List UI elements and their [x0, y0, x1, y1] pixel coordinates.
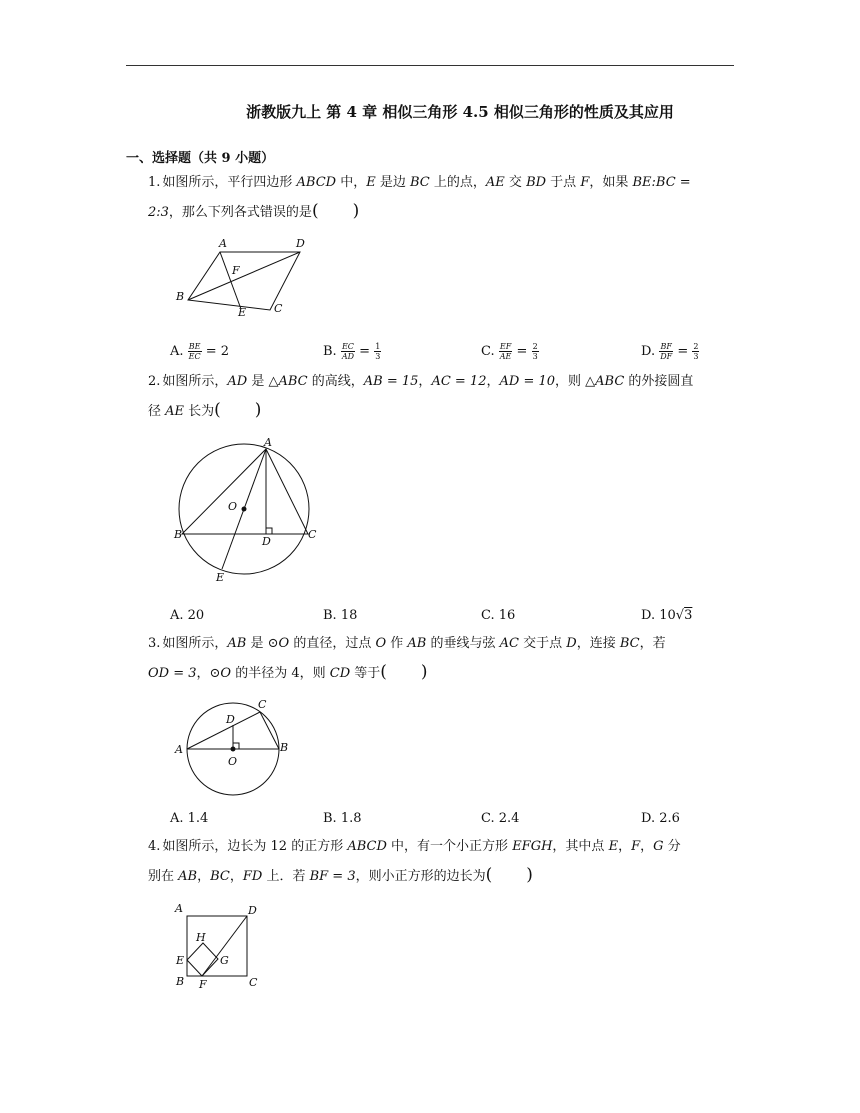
square-efgh — [187, 943, 218, 976]
text: 如图所示， — [162, 636, 228, 651]
parallelogram-shape — [188, 252, 300, 310]
question-number: 4. — [148, 839, 161, 854]
text: 的半径为 4，则 — [231, 666, 330, 681]
question-1 — [148, 169, 734, 227]
option-a[interactable] — [170, 342, 229, 361]
text: 如图所示，边长为 12 的正方形 — [162, 839, 348, 854]
numerator: 1 — [375, 342, 381, 351]
text: 是 △ — [247, 374, 279, 389]
option-c[interactable] — [481, 342, 539, 361]
math: AD — [227, 374, 248, 389]
square-abcd — [187, 916, 247, 976]
math: EFGH — [512, 839, 553, 854]
label-a: A — [175, 743, 183, 756]
text: 如图所示， — [162, 374, 228, 389]
label-c: C — [249, 976, 258, 989]
question-3 — [148, 630, 734, 688]
question-4 — [148, 833, 734, 891]
segment-ae — [220, 252, 241, 309]
question-2-line-1 — [148, 368, 734, 396]
numerator: EF — [499, 342, 512, 351]
figure-semicircle — [170, 695, 295, 805]
text: 中， — [336, 175, 367, 190]
option-label: C. — [481, 344, 495, 359]
question-3-options — [170, 811, 734, 831]
label-f: F — [232, 264, 240, 277]
option-c[interactable]: C. 2.4 — [481, 811, 520, 826]
math: ABC — [595, 374, 625, 389]
math: AD = 10 — [499, 374, 556, 389]
label-a: A — [219, 237, 227, 250]
label-c: C — [274, 302, 283, 315]
math: ABCD — [347, 839, 387, 854]
question-1-line-1 — [148, 169, 734, 197]
center-point — [242, 507, 247, 512]
math: OD = 3 — [148, 666, 197, 681]
math: AE — [165, 404, 185, 419]
text: 如图所示，平行四边形 — [162, 175, 297, 190]
math: BC — [619, 636, 640, 651]
fraction — [341, 342, 355, 361]
question-number: 2. — [148, 374, 161, 389]
header-rule — [126, 65, 734, 66]
text: ， — [229, 869, 243, 884]
text: ， — [640, 839, 654, 854]
text: 径 — [148, 404, 166, 419]
chord-ac — [187, 712, 260, 749]
math: E — [366, 175, 376, 190]
option-label: A. — [170, 344, 184, 359]
option-c[interactable]: C. 16 — [481, 608, 516, 623]
segment-fd — [202, 916, 247, 976]
denominator: AD — [341, 352, 355, 361]
option-b[interactable]: B. 18 — [323, 608, 358, 623]
value: = 2 — [205, 344, 230, 359]
denominator: 3 — [693, 352, 699, 361]
label-d: D — [248, 904, 257, 917]
denominator: DF — [660, 352, 673, 361]
option-label: B. — [323, 344, 337, 359]
figure-squares — [170, 898, 270, 993]
option-b[interactable]: B. 1.8 — [323, 811, 362, 826]
page-title: 浙教版九上 第 4 章 相似三角形 4.5 相似三角形的性质及其应用 — [246, 103, 674, 121]
label-b: B — [176, 975, 185, 988]
label-g: G — [220, 954, 229, 967]
label-a: A — [175, 902, 183, 915]
denominator: AE — [499, 352, 512, 361]
label-h: H — [196, 931, 206, 944]
label-c: C — [308, 528, 317, 541]
math: G — [653, 839, 664, 854]
text: 别在 — [148, 869, 179, 884]
numerator: 2 — [693, 342, 699, 351]
diagonal-bd — [188, 252, 300, 300]
label-b: B — [176, 290, 185, 303]
label-e: E — [216, 571, 225, 584]
math: AB — [178, 869, 198, 884]
denominator: 3 — [375, 352, 381, 361]
question-2 — [148, 368, 734, 426]
question-1-line-2 — [148, 197, 734, 227]
text: ，其中点 — [552, 839, 609, 854]
math: CD — [329, 666, 351, 681]
question-4-line-1 — [148, 833, 734, 861]
question-number: 3. — [148, 636, 161, 651]
radicand: 3 — [684, 608, 693, 623]
right-angle-mark — [266, 528, 272, 534]
math: BC — [410, 175, 430, 190]
math: O — [220, 666, 232, 681]
option-d[interactable] — [641, 342, 699, 361]
label-b: B — [174, 528, 183, 541]
text: 分 — [663, 839, 681, 854]
numerator: EC — [341, 342, 354, 351]
fraction — [374, 342, 381, 361]
center-point — [231, 747, 236, 752]
text: 长为 — [184, 404, 215, 419]
fraction — [692, 342, 699, 361]
section-heading: 一、选择题（共 9 小题） — [126, 151, 275, 166]
question-3-line-2 — [148, 658, 734, 688]
text: ， — [197, 869, 211, 884]
text: 的外接圆直 — [624, 374, 694, 389]
text: ， — [486, 374, 500, 389]
text: ，则小正方形的边长为 — [355, 869, 486, 884]
label-e: E — [238, 306, 247, 319]
text: 的高线， — [307, 374, 364, 389]
math: E — [608, 839, 619, 854]
text: 上的点， — [429, 175, 486, 190]
text: ，那么下列各式错误的是 — [168, 205, 312, 220]
text: 作 — [386, 636, 408, 651]
math: AC — [499, 636, 519, 651]
question-number: 1. — [148, 175, 161, 190]
math: O — [278, 636, 290, 651]
text: 交于点 — [518, 636, 567, 651]
math: AC = 12 — [431, 374, 487, 389]
option-a[interactable]: A. 1.4 — [170, 811, 209, 826]
denominator: EC — [188, 352, 201, 361]
equals: = — [359, 344, 371, 359]
question-3-line-1 — [148, 630, 734, 658]
text: ，连接 — [576, 636, 620, 651]
figure-parallelogram — [170, 232, 310, 322]
text: 交 — [504, 175, 527, 190]
text: 的垂线与弦 — [426, 636, 500, 651]
math: BC — [210, 869, 230, 884]
option-d[interactable] — [641, 608, 692, 623]
text: 的直径，过点 — [289, 636, 376, 651]
math: AB — [407, 636, 427, 651]
math: BD — [526, 175, 547, 190]
label-e: E — [176, 954, 185, 967]
question-1-options — [170, 342, 734, 366]
text: 中，有一个小正方形 — [386, 839, 513, 854]
equals: = — [516, 344, 528, 359]
label-d: D — [262, 535, 271, 548]
math: BF = 3 — [309, 869, 356, 884]
figure-circumcircle — [170, 435, 330, 585]
text: 是边 — [375, 175, 411, 190]
text: 是 ⊙ — [246, 636, 279, 651]
math: FD — [242, 869, 263, 884]
question-2-options — [170, 608, 734, 628]
math: ABCD — [296, 175, 337, 190]
math: F — [580, 175, 590, 190]
equals: = — [677, 344, 689, 359]
fraction — [188, 342, 202, 361]
answer-blank[interactable]: ( ) — [311, 201, 360, 221]
text: 等于 — [350, 666, 381, 681]
question-2-line-2 — [148, 396, 734, 426]
text: ，若 — [639, 636, 666, 651]
label-o: O — [228, 500, 238, 513]
fraction — [659, 342, 673, 361]
text: ， — [418, 374, 432, 389]
label-a: A — [264, 436, 272, 449]
text: ，如果 — [589, 175, 633, 190]
label-b: B — [280, 741, 289, 754]
fraction — [499, 342, 513, 361]
sqrt-icon: √ — [675, 608, 685, 623]
question-4-line-2 — [148, 861, 734, 891]
label-d: D — [296, 237, 305, 250]
option-label: D. 10 — [641, 608, 676, 623]
text: 于点 — [546, 175, 581, 190]
label-f: F — [199, 978, 207, 991]
answer-blank[interactable]: ( ) — [214, 400, 262, 420]
denominator: 3 — [532, 352, 538, 361]
math: AB = 15 — [363, 374, 419, 389]
text: 上．若 — [262, 869, 310, 884]
text: ， — [618, 839, 632, 854]
option-b[interactable] — [323, 342, 381, 361]
option-label: D. — [641, 344, 656, 359]
text: ，则 △ — [555, 374, 596, 389]
math: ABC — [278, 374, 308, 389]
label-d: D — [226, 713, 235, 726]
numerator: BE — [188, 342, 201, 351]
math: D — [566, 636, 577, 651]
math: BE:BC = — [632, 175, 691, 190]
option-d[interactable]: D. 2.6 — [641, 811, 680, 826]
label-o: O — [228, 755, 238, 768]
answer-blank[interactable]: ( ) — [485, 865, 533, 885]
answer-blank[interactable]: ( ) — [380, 662, 428, 682]
label-c: C — [258, 698, 267, 711]
numerator: BF — [660, 342, 672, 351]
math: O — [375, 636, 387, 651]
option-a[interactable]: A. 20 — [170, 608, 205, 623]
math: 2:3 — [148, 205, 169, 220]
math: F — [631, 839, 641, 854]
math: AB — [227, 636, 247, 651]
segment-bc — [260, 712, 279, 749]
numerator: 2 — [532, 342, 538, 351]
text: ，⊙ — [196, 666, 221, 681]
math: AE — [485, 175, 505, 190]
fraction — [532, 342, 539, 361]
